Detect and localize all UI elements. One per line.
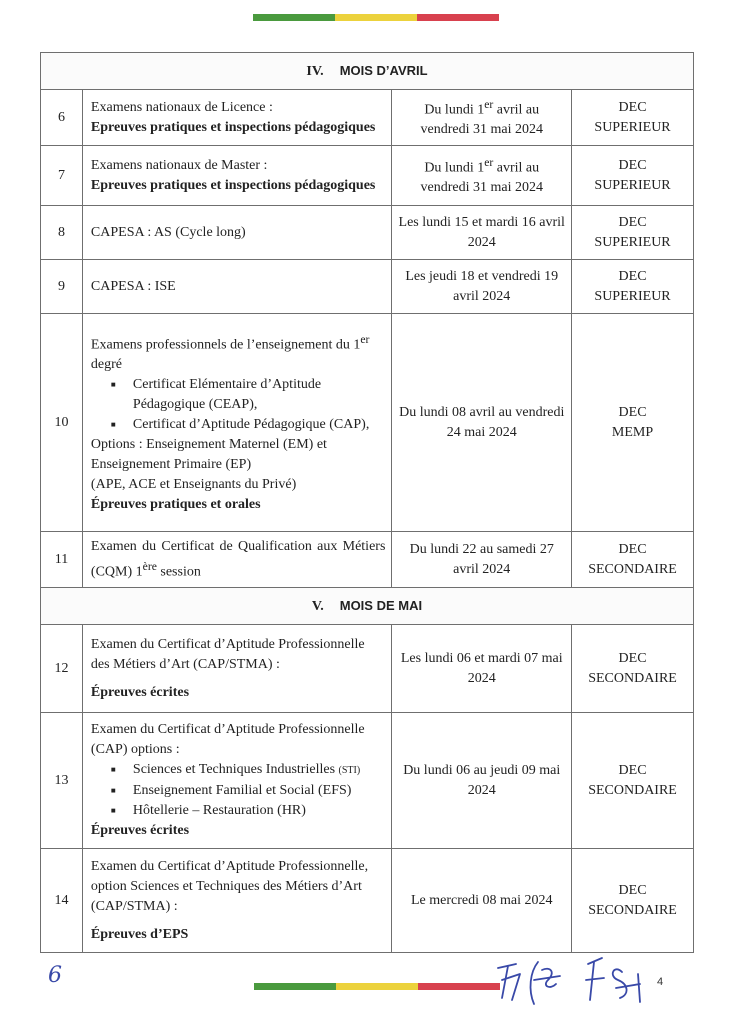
exam-description: CAPESA : ISE	[82, 260, 391, 314]
exam-period: Du lundi 08 avril au vendredi 24 mai 2024	[392, 314, 572, 532]
row-number: 10	[41, 314, 83, 532]
flag-yellow	[336, 983, 418, 990]
responsible-office: DEC SUPERIEUR	[572, 260, 694, 314]
row-number: 13	[41, 713, 83, 849]
handwritten-initials-signature	[490, 950, 660, 1010]
flag-stripe-top	[253, 14, 499, 21]
exam-options: Options : Enseignement Maternel (EM) et Enseignement Primaire (EP)	[90, 437, 327, 473]
section-title: MOIS D’AVRIL	[339, 62, 428, 78]
exam-period: Du lundi 1er avril au vendredi 31 mai 2024	[392, 90, 572, 146]
row-number: 7	[41, 146, 83, 206]
table-row	[41, 314, 694, 532]
responsible-office: DEC SECONDAIRE	[572, 625, 694, 713]
page-number: 4	[657, 976, 664, 988]
exam-title: Examen du Certificat d’Aptitude Professionnelle (CAP) options :	[90, 722, 365, 757]
exam-options-list	[91, 760, 385, 821]
exam-type: Epreuves pratiques et inspections pédagogiques	[90, 119, 376, 135]
table-row	[41, 206, 694, 260]
exam-description	[82, 625, 391, 713]
responsible-office: DEC SECONDAIRE	[572, 849, 694, 953]
exam-description	[82, 849, 391, 953]
table-row	[41, 713, 694, 849]
responsible-office: DEC MEMP	[572, 314, 694, 532]
exam-title: Examen du Certificat d’Aptitude Professionnelle des Métiers d’Art (CAP/STMA) :	[90, 636, 365, 672]
row-number: 12	[41, 625, 83, 713]
exam-period: Du lundi 06 au jeudi 09 mai 2024	[392, 713, 572, 849]
flag-red	[417, 14, 499, 21]
exam-title: Examens nationaux de Licence :	[90, 99, 273, 115]
table-row	[41, 849, 694, 953]
exam-description	[82, 314, 391, 532]
row-number: 11	[41, 532, 83, 588]
section-header-april	[41, 53, 694, 90]
row-number: 8	[41, 206, 83, 260]
exam-period: Du lundi 22 au samedi 27 avril 2024	[392, 532, 572, 588]
exam-type: Épreuves écrites	[90, 823, 190, 838]
row-number: 9	[41, 260, 83, 314]
table-row	[41, 90, 694, 146]
exam-title: Examens nationaux de Master :	[90, 157, 268, 173]
responsible-office: DEC SECONDAIRE	[572, 532, 694, 588]
responsible-office: DEC SUPERIEUR	[572, 206, 694, 260]
section-header-may	[41, 588, 694, 625]
exam-description	[82, 713, 391, 849]
responsible-office: DEC SUPERIEUR	[572, 146, 694, 206]
exam-period: Du lundi 1er avril au vendredi 31 mai 2024	[392, 146, 572, 206]
exam-description: CAPESA : AS (Cycle long)	[82, 206, 391, 260]
exam-list	[91, 375, 385, 435]
exam-description: Examen du Certificat de Qualification aux Métiers (CQM) 1ère session	[82, 532, 391, 588]
exam-type: Epreuves pratiques et inspections pédagogiques	[90, 177, 376, 193]
responsible-office: DEC SECONDAIRE	[572, 713, 694, 849]
flag-yellow	[335, 14, 417, 21]
list-item: ■ Certificat d’Aptitude Pédagogique (CAP),	[133, 415, 385, 435]
exam-title: Examens professionnels de l’enseignement du 1er degré	[90, 332, 370, 373]
exam-type: Épreuves pratiques et orales	[90, 497, 261, 513]
handwritten-page-mark: 6	[48, 963, 62, 988]
table-row	[41, 625, 694, 713]
exam-type: Épreuves écrites	[90, 684, 190, 700]
flag-red	[418, 983, 500, 990]
exam-type: Épreuves d’EPS	[90, 926, 189, 942]
exam-period: Les lundi 15 et mardi 16 avril 2024	[392, 206, 572, 260]
section-title: MOIS DE MAI	[339, 597, 423, 613]
list-item: ■ Sciences et Techniques Industrielles (STI)	[133, 760, 385, 781]
table-row	[41, 260, 694, 314]
list-item: ■ Hôtellerie – Restauration (HR)	[133, 801, 385, 821]
section-number: V.	[311, 598, 324, 614]
exam-title: Examen du Certificat d’Aptitude Professionnelle, option Sciences et Techniques des Métiers d’Art (CAP/STMA) :	[90, 858, 369, 914]
table-row	[41, 146, 694, 206]
row-number: 14	[41, 849, 83, 953]
exam-calendar-table	[40, 52, 694, 953]
list-item: ■ Certificat Elémentaire d’Aptitude Pédagogique (CEAP),	[133, 375, 385, 415]
exam-candidates: (APE, ACE et Enseignants du Privé)	[90, 477, 297, 493]
exam-period: Les jeudi 18 et vendredi 19 avril 2024	[392, 260, 572, 314]
row-number: 6	[41, 90, 83, 146]
list-item: ■ Enseignement Familial et Social (EFS)	[133, 781, 385, 801]
exam-description	[82, 146, 391, 206]
section-number: IV.	[306, 63, 324, 79]
flag-green	[254, 983, 336, 990]
flag-green	[253, 14, 335, 21]
flag-stripe-bottom	[254, 983, 500, 990]
exam-description	[82, 90, 391, 146]
exam-period: Le mercredi 08 mai 2024	[392, 849, 572, 953]
responsible-office: DEC SUPERIEUR	[572, 90, 694, 146]
exam-period: Les lundi 06 et mardi 07 mai 2024	[392, 625, 572, 713]
table-row	[41, 532, 694, 588]
